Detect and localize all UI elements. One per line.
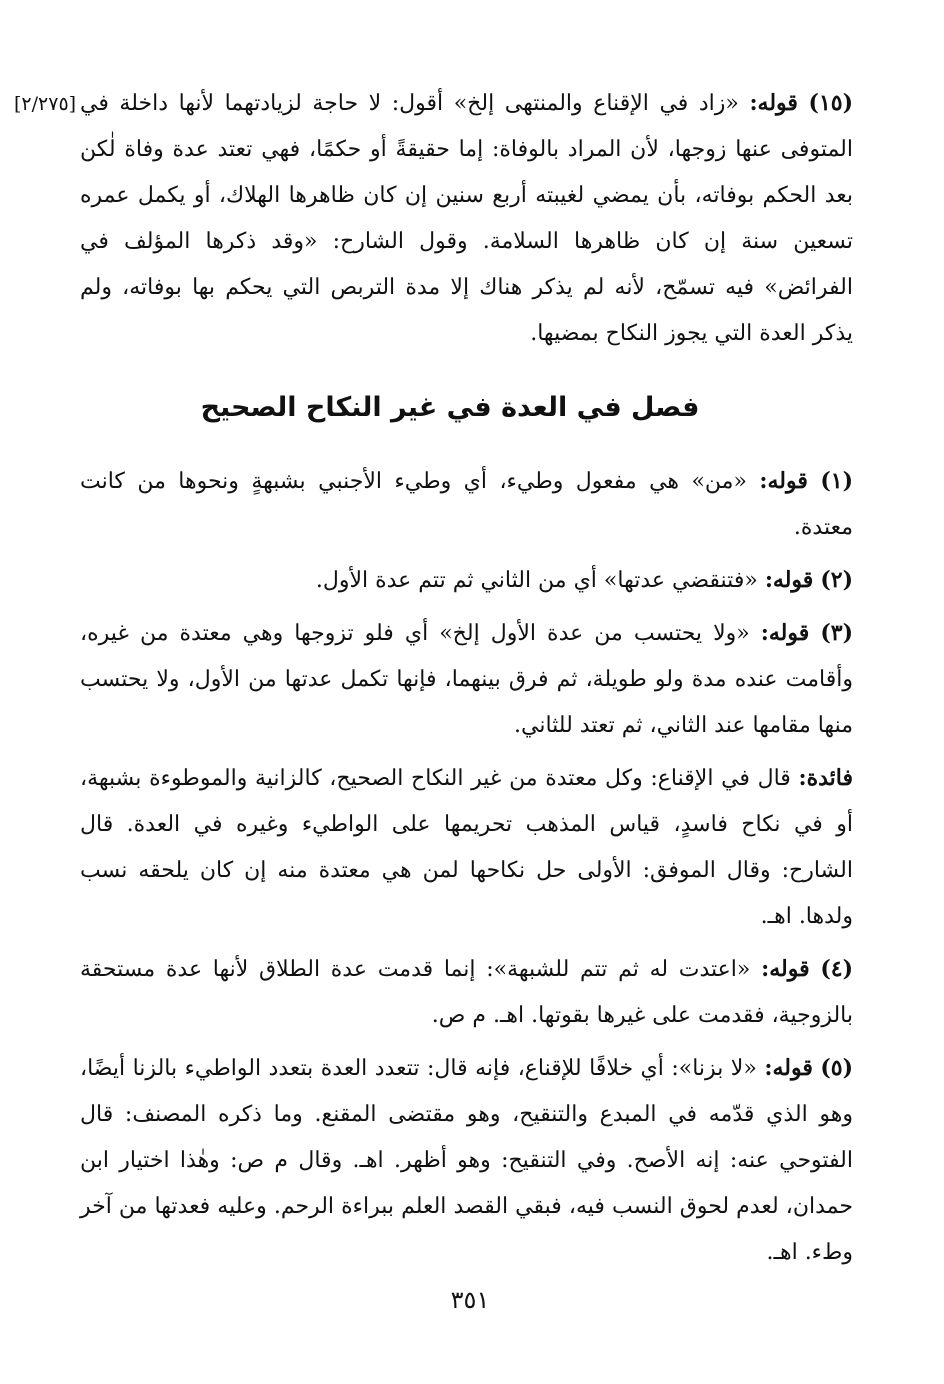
note-text: قال في الإقناع: وكل معتدة من غير النكاح الصحيح، كالزانية والموطوءة بشبهة، أو في نكاح فاسدٍ، قياس المذهب تحريمها على الواطيء وغيره في العدة. قال الشارح: وقال الموفق: الأولى حل نكاحها لمن هي معتدة منه إن كان يلحقه نسب ولدها. اهـ. <box>80 766 853 929</box>
note-text: «من» هي مفعول وطيء، أي وطيء الأجنبي بشبهةٍ ونحوها من كانت معتدة. <box>80 469 853 540</box>
notes-list <box>80 458 853 1282</box>
volume-page-reference: [٢/٢٧٥] <box>14 93 77 115</box>
note-number: (٢) <box>820 567 853 593</box>
note-keyword: قوله: <box>764 567 814 593</box>
note-1 <box>80 458 853 551</box>
note-keyword: قوله: <box>759 468 808 494</box>
note-3 <box>80 610 853 749</box>
note-text: «اعتدت له ثم تتم للشبهة»: إنما قدمت عدة الطلاق لأنها عدة مستحقة بالزوجية، فقدمت على غيرها بقوتها. اهـ. م ص. <box>80 957 853 1028</box>
note-keyword: قوله: <box>760 620 810 646</box>
section-heading: فصل في العدة في غير النكاح الصحيح <box>200 392 700 423</box>
note-keyword: قوله: <box>764 1055 813 1081</box>
page-number: ٣٥١ <box>450 1286 490 1314</box>
note-number: (٥) <box>820 1055 854 1081</box>
note-number: (١) <box>820 468 853 494</box>
note-text: «زاد في الإقناع والمنتهى إلخ» أقول: لا حاجة لزيادتهما لأنها داخلة في المتوفى عنها زوجها، لأن المراد بالوفاة: إما حقيقةً أو حكمًا، فهي تعتد عدة وفاة لٰكن بعد الحكم بوفاته، بأن يمضي لغيبته أربع سنين إن كان ظاهرها الهلاك، أو يكمل عمره تسعين سنة إن كان ظاهرها السلامة. وقول الشارح: «وقد ذكرها المؤلف في الفرائض» فيه تسمّح، لأنه لم يذكر هناك إلا مدة التربص التي يحكم بها بوفاته، ولم يذكر العدة التي يجوز النكاح بمضيها. <box>80 91 853 346</box>
note-number: (٤) <box>820 956 853 982</box>
note-benefit <box>80 755 853 940</box>
note-4 <box>80 946 853 1039</box>
note-keyword: قوله: <box>749 90 798 116</box>
note-2 <box>80 557 853 604</box>
note-text: «فتنقضي عدتها» أي من الثاني ثم تتم عدة الأول. <box>315 568 758 593</box>
note-text: «لا بزنا»: أي خلافًا للإقناع، فإنه قال: تتعدد العدة بتعدد الواطيء بالزنا أيضًا، وهو الذي قدّمه في المبدع والتنقيح، وهو مقتضى المقنع. وما ذكره المصنف: قال الفتوحي عنه: إنه الأصح. وفي التنقيح: وهو أظهر. اهـ. وقال م ص: وهٰذا اختيار ابن حمدان، لعدم لحوق النسب فيه، فبقي القصد العلم ببراءة الرحم. وعليه فعدتها من آخر وطء. اهـ. <box>80 1056 853 1265</box>
note-number: (١٥) <box>808 90 854 116</box>
note-number: (٣) <box>820 620 853 646</box>
note-keyword: قوله: <box>761 956 810 982</box>
intro-note <box>80 80 853 357</box>
note-text: «ولا يحتسب من عدة الأول إلخ» أي فلو تزوجها وهي معتدة من غيره، وأقامت عنده مدة ولو طويلة، ثم فرق بينهما، فإنها تكمل عدتها من الأول، ولا يحتسب منها مقامها عند الثاني، ثم تعتد للثاني. <box>80 621 853 738</box>
note-keyword: فائدة: <box>798 765 853 791</box>
note-5 <box>80 1045 853 1276</box>
